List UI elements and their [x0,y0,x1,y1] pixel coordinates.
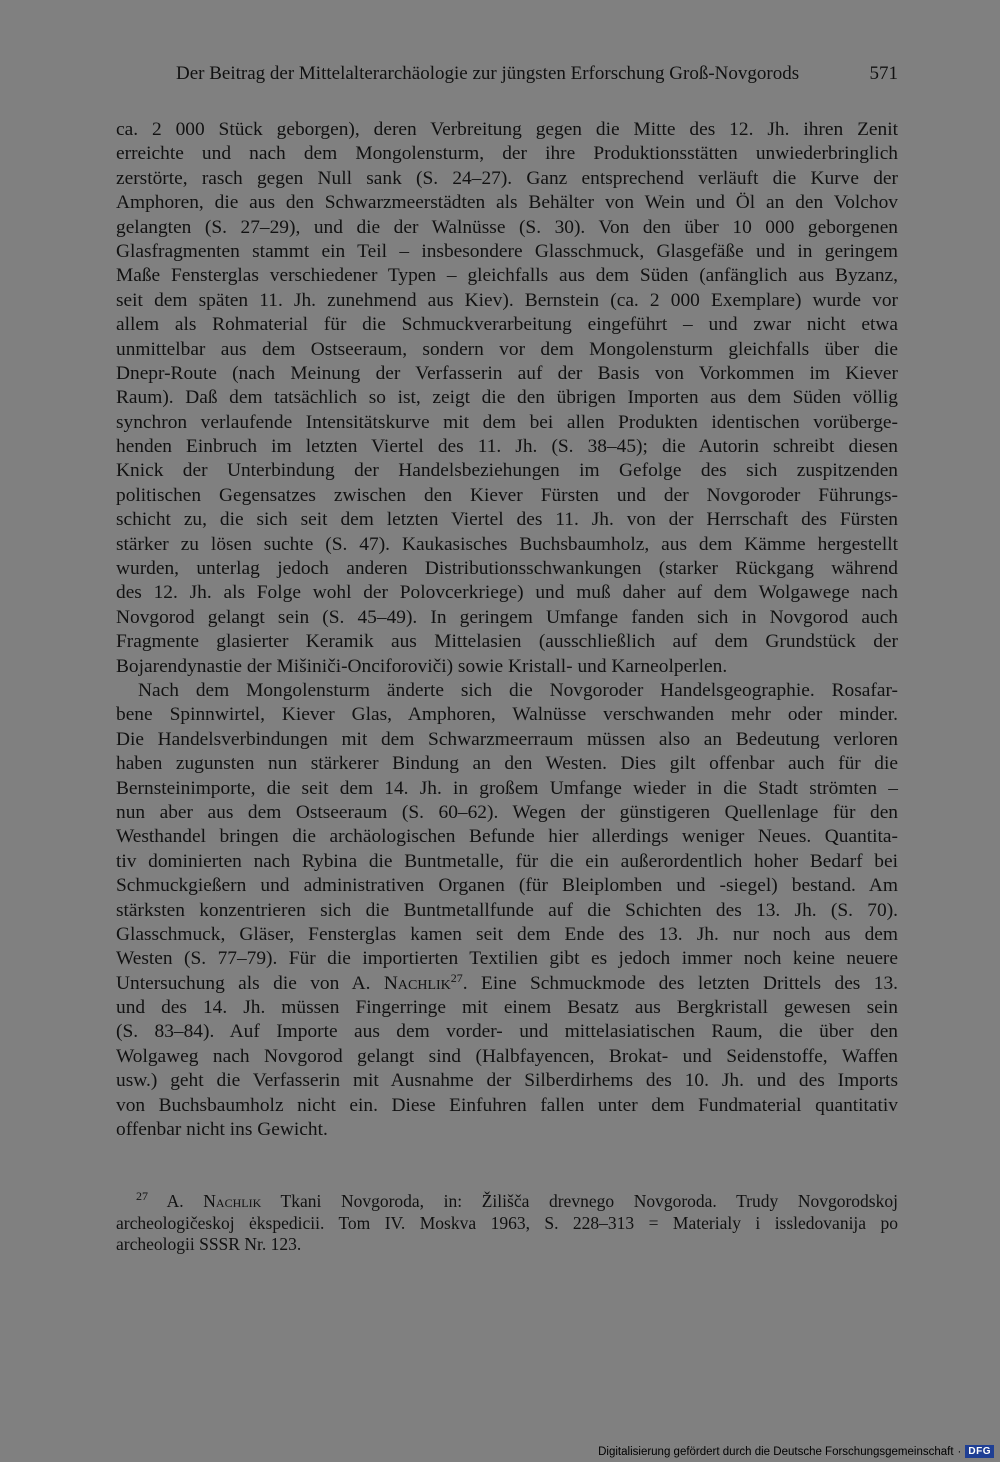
text-line: Glasfragmenten stammt ein Teil – insbesondere Glasschmuck, Glasgefäße und in geringem [116,240,898,262]
footnote-reference[interactable]: 27 [450,970,463,985]
text-line: tiv dominierten nach Rybina die Buntmetalle, für die ein außerordentlich hoher Bedarf bei [116,850,898,872]
text-line: politischen Gegensatzes zwischen den Kiever Fürsten und der Novgoroder Führungs- [116,484,898,506]
text-line: Bojarendynastie der Mišiniči-Onciforoviči) sowie Kristall- und Karneolperlen. [116,655,728,677]
text-run: Untersuchung als die von A. [116,972,384,994]
text-line: seit dem späten 11. Jh. zunehmend aus Kiev). Bernstein (ca. 2 000 Exemplare) wurde vor [116,289,898,311]
text-run: . Eine Schmuckmode des letzten Drittels des 13. [462,972,898,994]
text-line: (S. 83–84). Auf Importe aus dem vorder- und mittelasiatischen Raum, die über den [116,1021,898,1043]
text-line: Die Handelsverbindungen mit dem Schwarzmeerraum müssen also an Bedeutung verloren [116,728,898,750]
text-line: und des 14. Jh. müssen Fingerringe mit einem Besatz aus Bergkristall gewesen sein [116,997,898,1019]
text-line: nun aber aus dem Ostseeraum (S. 60–62). Wegen der günstigeren Quellenlage für den [116,801,898,823]
text-line: Knick der Unterbindung der Handelsbeziehungen im Gefolge des sich zuspitzenden [116,460,898,482]
text-line: unmittelbar aus dem Ostseeraum, sondern vor dem Mongolensturm gleichfalls über die [116,338,898,360]
text-line: henden Einbruch im letzten Viertel des 11. Jh. (S. 38–45); die Autorin schreibt diesen [116,436,898,458]
text-line: Novgorod gelangt sein (S. 45–49). In geringem Umfange fanden sich in Novgorod auch [116,606,898,628]
text-line: Raum). Daß dem tatsächlich so ist, zeigt die den übrigen Importen aus dem Süden völlig [116,387,898,409]
text-line: Nach dem Mongolensturm änderte sich die Novgoroder Handelsgeographie. Rosafar- [138,679,898,701]
text-line: ca. 2 000 Stück geborgen), deren Verbreitung gegen die Mitte des 12. Jh. ihren Zenit [116,119,898,140]
footnote-line: archeologii SSSR Nr. 123. [116,1234,302,1254]
text-line: des 12. Jh. als Folge wohl der Polovcerkriege) und muß daher auf dem Wolgawege nach [116,582,898,604]
running-title: Der Beitrag der Mittelalterarchäologie zur jüngsten Erforschung Groß-Novgorods [176,63,800,84]
footnote-line: archeologičeskoj ėkspedicii. Tom IV. Moskva 1963, S. 228–313 = Materialy i issledovanija po [116,1212,898,1233]
text-line: Westhandel bringen die archäologischen Befunde hier allerdings weniger Neues. Quantita- [116,826,898,848]
text-line: stärksten konzentrieren sich die Buntmetallfunde auf die Schichten des 13. Jh. (S. 70). [116,899,898,921]
text-line: von Buchsbaumholz nicht ein. Diese Einfuhren fallen unter dem Fundmaterial quantitativ [116,1094,898,1116]
text-line: erreichte und nach dem Mongolensturm, der ihre Produktionsstätten unwiederbringlich [116,143,898,165]
page-number: 571 [869,63,898,84]
text-line: wurden, unterlag jedoch anderen Distributionsschwankungen (starker Rückgang während [116,558,898,580]
text-line: zerstörte, rasch gegen Null sank (S. 24–27). Ganz entsprechend verläuft die Kurve der [116,167,898,189]
body-text [116,118,898,1142]
text-line: stärker zu lösen suchte (S. 47). Kaukasisches Buchsbaumholz, aus dem Kämme hergestellt [116,533,898,555]
text-line: Glasschmuck, Gläser, Fensterglas kamen seit dem Ende des 13. Jh. nur noch aus dem [116,923,898,945]
text-line: Dnepr-Route (nach Meinung der Verfasserin auf der Basis von Vorkommen im Kiever [116,362,898,384]
paragraph-1 [116,118,898,679]
dfg-logo: DFG [965,1445,994,1458]
text-run: Tkani Novgoroda, in: Žilišča drevnego Novgoroda. Trudy Novgorodskoj [261,1191,898,1211]
text-line: gelangten (S. 27–29), und die der Walnüsse (S. 30). Von den über 10 000 geborgenen [116,216,898,238]
text-line-with-footnote-ref [116,972,898,996]
text-run: A. [148,1191,204,1211]
digitization-credit [598,1445,994,1458]
credit-text: Digitalisierung gefördert durch die Deutsche Forschungsgemeinschaft [598,1445,954,1458]
text-line: haben zugunsten nun stärkerer Bindung an den Westen. Dies gilt offenbar auch für die [116,753,898,775]
text-line: Amphoren, die aus den Schwarzmeerstädten als Behälter von Wein und Öl an den Volchov [116,192,898,214]
text-line: Wolgaweg nach Novgorod gelangt sind (Halbfayencen, Brokat- und Seidenstoffe, Waffen [116,1045,898,1067]
text-line: Maße Fensterglas verschiedener Typen – gleichfalls aus dem Süden (anfänglich aus Byzanz, [116,265,898,287]
text-line: bene Spinnwirtel, Kiever Glas, Amphoren, Walnüsse verschwanden mehr oder minder. [116,704,898,726]
paragraph-2 [116,679,898,1142]
text-line: allem als Rohmaterial für die Schmuckverarbeitung eingeführt – und zwar nicht etwa [116,314,898,336]
footnote [116,1191,898,1256]
text-line: Westen (S. 77–79). Für die importierten Textilien gibt es jedoch immer noch keine neuere [116,948,898,970]
text-line: offenbar nicht ins Gewicht. [116,1119,328,1141]
text-line: schicht zu, die sich seit dem letzten Viertel des 11. Jh. von der Herrschaft des Fürsten [116,509,898,531]
text-line: Bernsteinimporte, die seit dem 14. Jh. in großem Umfange wieder in die Stadt strömten – [116,777,898,799]
author-name: Nachlik [203,1191,262,1211]
text-line: usw.) geht die Verfasserin mit Ausnahme der Silberdirhems des 10. Jh. und des Imports [116,1070,898,1092]
footnote-line [116,1191,898,1213]
author-name: Nachlik [383,972,451,994]
text-line: Schmuckgießern und administrativen Organen (für Bleiplomben und -siegel) bestand. Am [116,875,898,897]
separator-dot: · [957,1445,962,1458]
text-line: Fragmente glasierter Keramik aus Mittelasien (ausschließlich auf dem Grundstück der [116,631,898,653]
text-line: synchron verlaufende Intensitätskurve mit dem bei allen Produkten identischen vorüberge- [116,411,898,433]
footnote-number: 27 [136,1189,148,1203]
